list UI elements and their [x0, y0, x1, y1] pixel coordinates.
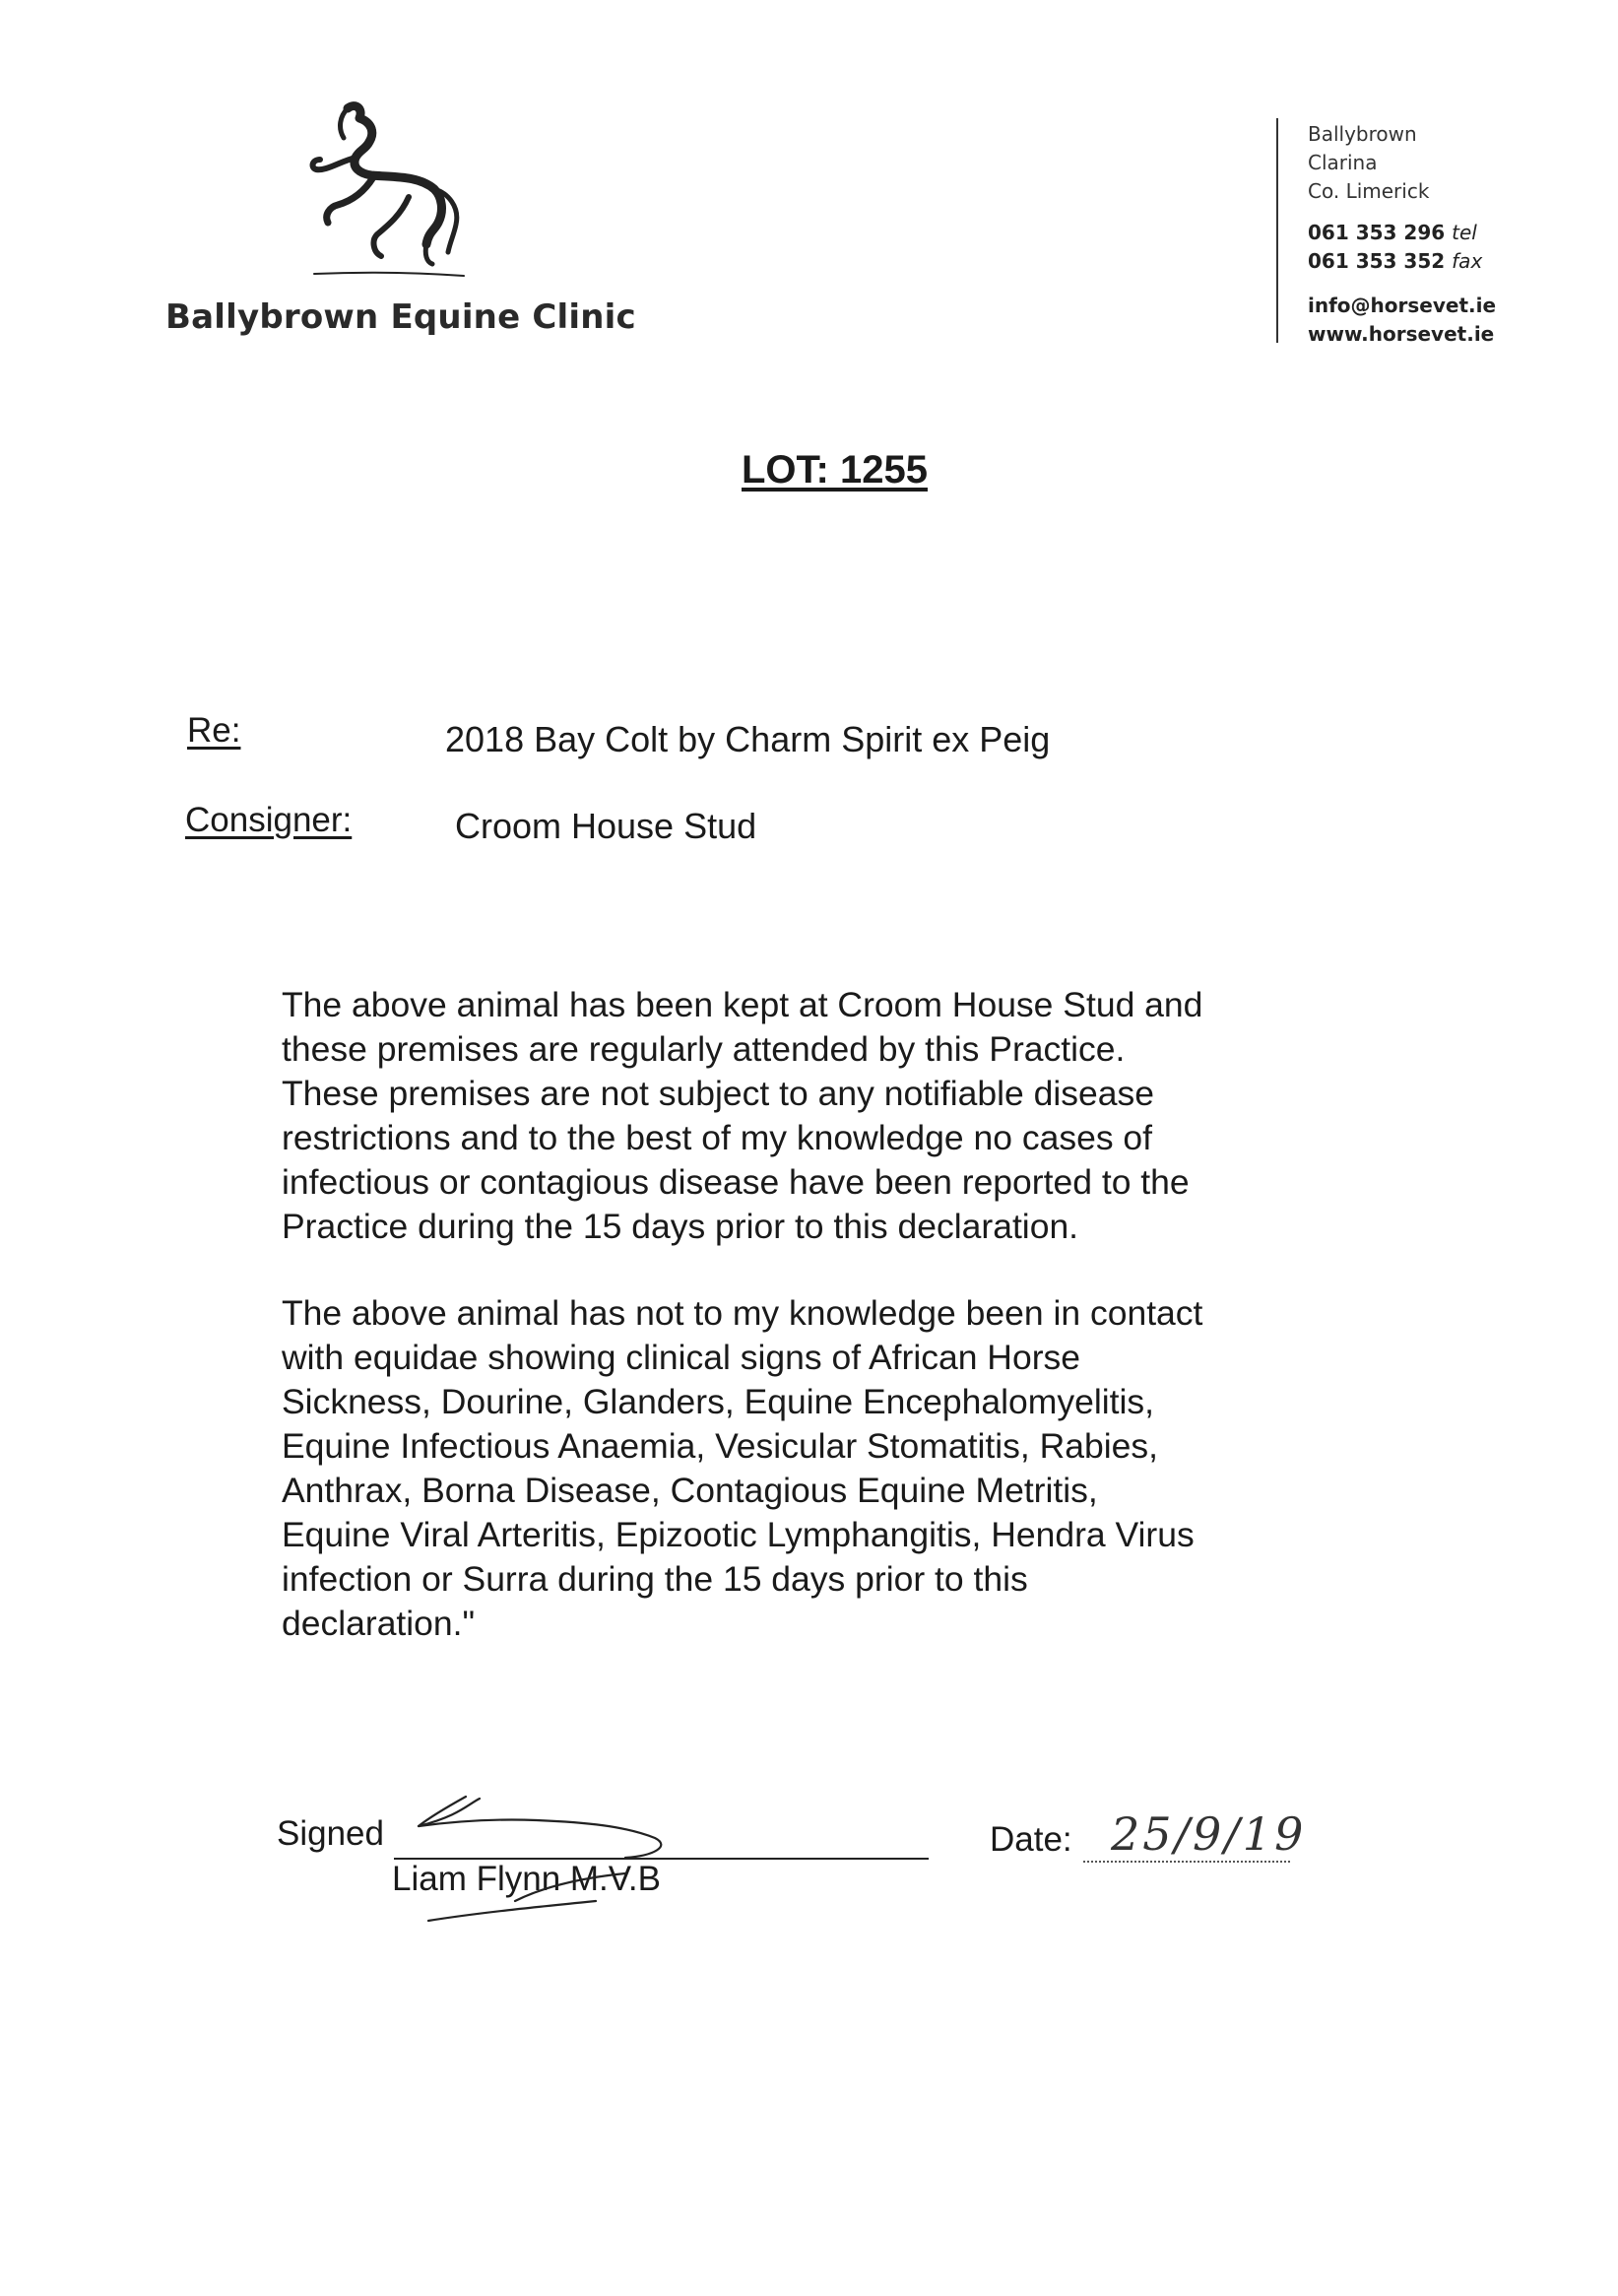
paragraph-line: these premises are regularly attended by this Practice.: [282, 1029, 1126, 1069]
address-line: Clarina: [1308, 151, 1378, 174]
address-block: [1308, 120, 1429, 206]
web-block: [1308, 292, 1496, 349]
clinic-name: Ballybrown Equine Clinic: [165, 297, 636, 337]
paragraph-line: Anthrax, Borna Disease, Contagious Equine Metritis,: [282, 1471, 1098, 1510]
email-link[interactable]: info@horsevet.ie: [1308, 294, 1497, 317]
paragraph-line: infectious or contagious disease have been reported to the: [282, 1162, 1190, 1202]
paragraph-line: with equidae showing clinical signs of African Horse: [282, 1338, 1081, 1377]
paragraph-line: Equine Infectious Anaemia, Vesicular Stomatitis, Rabies,: [282, 1426, 1158, 1466]
signatory-name: Liam Flynn M.V.B: [392, 1860, 661, 1898]
paragraph-line: Equine Viral Arteritis, Epizootic Lymphangitis, Hendra Virus: [282, 1515, 1195, 1554]
fax-label: fax: [1452, 249, 1483, 273]
lot-heading: LOT: 1255: [742, 448, 928, 492]
paragraph-line: Practice during the 15 days prior to this declaration.: [282, 1207, 1079, 1246]
paragraph-line: These premises are not subject to any notifiable disease: [282, 1074, 1155, 1113]
handwritten-date: 25/9/19: [1111, 1807, 1307, 1861]
fax-number: 061 353 352: [1308, 249, 1446, 273]
paragraph-line: declaration.": [282, 1604, 476, 1643]
paragraph-line: restrictions and to the best of my knowledge no cases of: [282, 1118, 1153, 1157]
paragraph-line: The above animal has been kept at Croom House Stud and: [282, 985, 1203, 1024]
re-label: Re:: [187, 711, 241, 750]
paragraph-line: Sickness, Dourine, Glanders, Equine Encephalomyelitis,: [282, 1382, 1154, 1421]
date-underline: [1083, 1861, 1290, 1863]
rearing-horse-logo-icon: [291, 98, 478, 286]
handwritten-signature: [389, 1783, 744, 1931]
address-line: Co. Limerick: [1308, 179, 1430, 203]
tel-number: 061 353 296: [1308, 221, 1446, 244]
paragraph-line: infection or Surra during the 15 days prior to this: [282, 1559, 1028, 1599]
consigner-value: Croom House Stud: [455, 806, 757, 846]
phone-block: [1308, 219, 1482, 276]
address-line: Ballybrown: [1308, 122, 1417, 146]
date-label: Date:: [990, 1820, 1072, 1859]
tel-label: tel: [1452, 221, 1477, 244]
website-link[interactable]: www.horsevet.ie: [1308, 322, 1495, 346]
signed-label: Signed: [277, 1814, 384, 1853]
consigner-label: Consigner:: [185, 801, 353, 839]
declaration-paragraph-1: [282, 983, 1316, 1249]
address-divider: [1276, 118, 1278, 343]
declaration-paragraph-2: [282, 1291, 1316, 1646]
re-value: 2018 Bay Colt by Charm Spirit ex Peig: [445, 719, 1051, 759]
paragraph-line: The above animal has not to my knowledge been in contact: [282, 1293, 1203, 1333]
